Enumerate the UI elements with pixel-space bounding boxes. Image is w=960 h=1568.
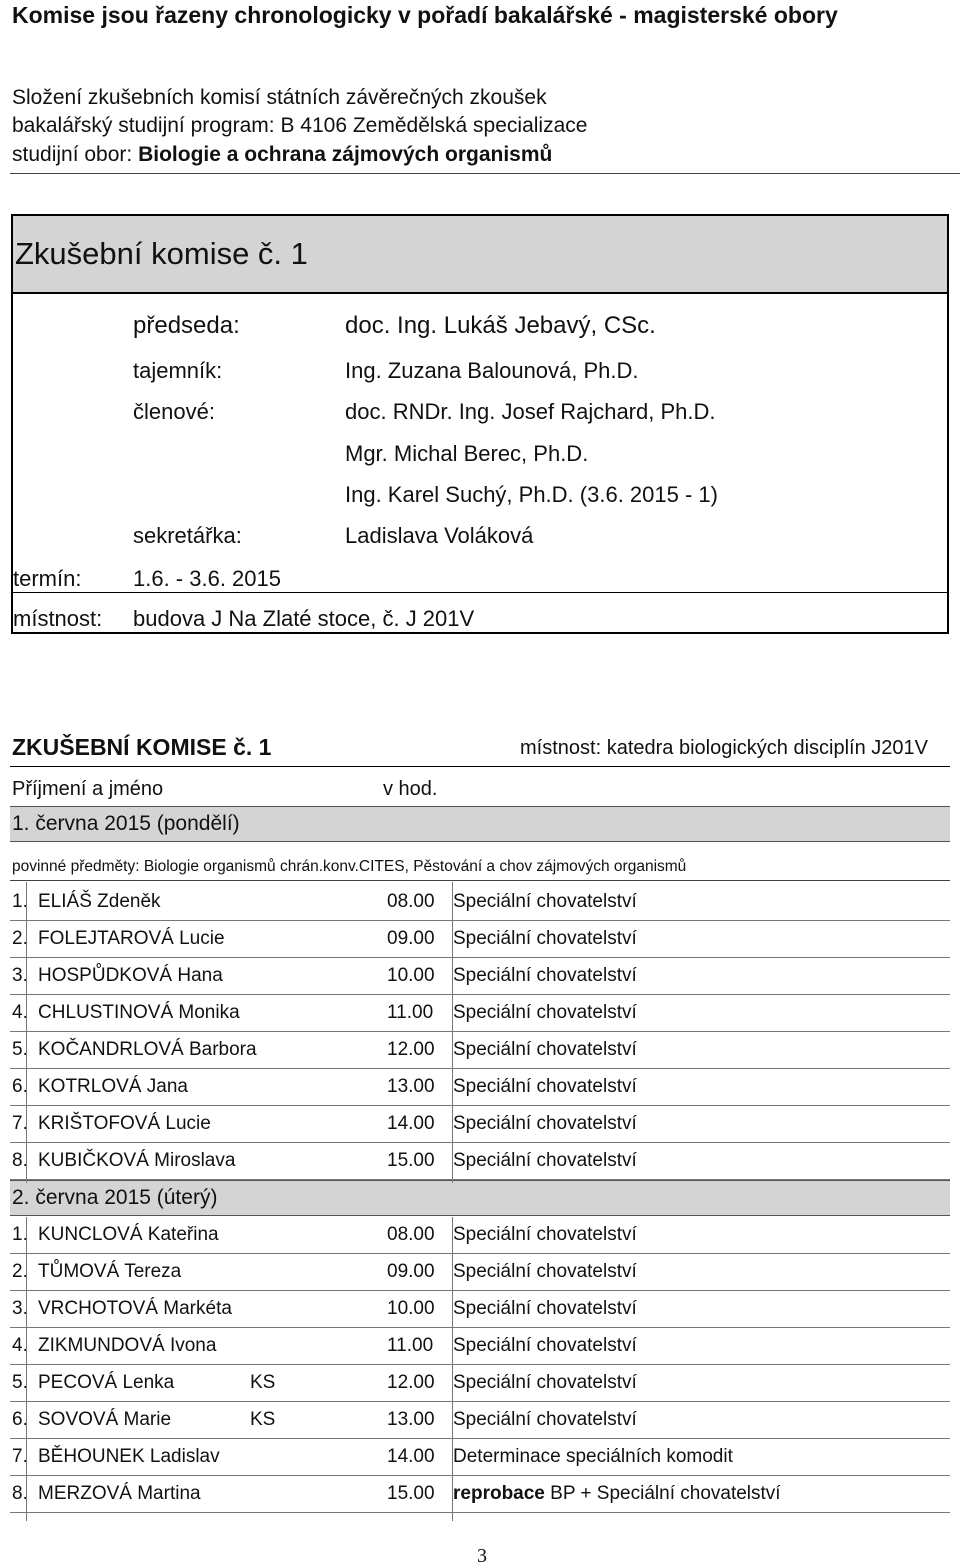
header-divider xyxy=(10,173,960,174)
exam-subject xyxy=(453,1150,637,1172)
secretary-name: Ing. Zuzana Balounová, Ph.D. xyxy=(345,358,639,383)
student-name: ELIÁŠ Zdeněk xyxy=(38,891,161,912)
table-grid-line xyxy=(26,882,27,1183)
table-row xyxy=(10,995,950,1032)
student-name: HOSPŮDKOVÁ Hana xyxy=(38,965,223,986)
student-name: VRCHOTOVÁ Markéta xyxy=(38,1298,232,1319)
table-row xyxy=(10,1439,950,1476)
subject-text: Speciální chovatelství xyxy=(453,1150,637,1171)
subject-text: Speciální chovatelství xyxy=(453,1372,637,1393)
document-title: Komise jsou řazeny chronologicky v pořadí bakalářské - magisterské obory xyxy=(12,2,838,28)
exam-subject xyxy=(453,1261,637,1283)
table-grid-line xyxy=(452,882,453,1183)
date-divider xyxy=(13,592,947,593)
subject-text: Speciální chovatelství xyxy=(453,1409,637,1430)
committee-heading-bar xyxy=(13,216,947,294)
table-row xyxy=(10,1476,950,1513)
student-name: KOTRLOVÁ Jana xyxy=(38,1076,188,1097)
subject-text: Speciální chovatelství xyxy=(453,1076,637,1097)
student-name: SOVOVÁ Marie xyxy=(38,1409,172,1430)
row-number: 1. xyxy=(12,891,28,912)
exam-subject xyxy=(453,1409,637,1431)
column-header-name: Příjmení a jméno xyxy=(12,778,164,800)
table-grid-line xyxy=(26,1217,27,1521)
table-row xyxy=(10,1032,950,1069)
exam-subject xyxy=(453,1002,637,1024)
table-row xyxy=(10,1328,950,1365)
student-note: KS xyxy=(250,1409,276,1430)
exam-time: 10.00 xyxy=(387,1298,435,1319)
exam-time: 11.00 xyxy=(387,1335,434,1356)
row-number: 5. xyxy=(12,1039,28,1060)
row-number: 2. xyxy=(12,928,28,949)
student-name: TŮMOVÁ Tereza xyxy=(38,1261,182,1282)
subjects-divider xyxy=(10,880,950,881)
student-name: MERZOVÁ Martina xyxy=(38,1483,201,1504)
table-row xyxy=(10,958,950,995)
member-name: doc. RNDr. Ing. Josef Rajchard, Ph.D. xyxy=(345,399,716,424)
day-row xyxy=(10,1180,950,1216)
row-number: 7. xyxy=(12,1446,28,1467)
members-label: členové: xyxy=(133,399,215,424)
clerk-label: sekretářka: xyxy=(133,523,242,548)
subject-text: Speciální chovatelství xyxy=(453,1335,637,1356)
exam-time: 08.00 xyxy=(387,1224,435,1245)
subject-text: Speciální chovatelství xyxy=(453,1261,637,1282)
exam-time: 13.00 xyxy=(387,1076,435,1097)
committee-box xyxy=(11,214,949,634)
exam-subject xyxy=(453,1335,637,1357)
student-name: FOLEJTAROVÁ Lucie xyxy=(38,928,225,949)
subject-text: Speciální chovatelství xyxy=(453,1113,637,1134)
exam-subject xyxy=(453,1113,637,1135)
student-note: KS xyxy=(250,1372,276,1393)
exam-time: 11.00 xyxy=(387,1002,434,1023)
schedule-room: místnost: katedra biologických disciplín J201V xyxy=(520,737,928,759)
subject-highlight: reprobace xyxy=(453,1483,545,1504)
student-name: CHLUSTINOVÁ Monika xyxy=(38,1002,240,1023)
clerk-name: Ladislava Voláková xyxy=(345,523,534,548)
committee-heading: Zkušební komise č. 1 xyxy=(15,236,308,271)
schedule-title: ZKUŠEBNÍ KOMISE č. 1 xyxy=(12,734,272,760)
date-value: 1.6. - 3.6. 2015 xyxy=(133,566,281,591)
student-name: PECOVÁ Lenka xyxy=(38,1372,175,1393)
subject-text: Speciální chovatelství xyxy=(453,1002,637,1023)
exam-subject xyxy=(453,1076,637,1098)
page-number: 3 xyxy=(477,1545,487,1567)
day-label: 1. června 2015 (pondělí) xyxy=(12,812,240,835)
table-row xyxy=(10,1143,950,1180)
exam-time: 09.00 xyxy=(387,928,435,949)
chair-name: doc. Ing. Lukáš Jebavý, CSc. xyxy=(345,312,656,339)
subject-text: Speciální chovatelství xyxy=(453,1298,637,1319)
row-number: 6. xyxy=(12,1076,28,1097)
subject-text: Speciální chovatelství xyxy=(453,928,637,949)
exam-subject xyxy=(453,1224,637,1246)
subject-text: Speciální chovatelství xyxy=(453,1039,637,1060)
header-line-2: bakalářský studijní program: B 4106 Zemědělská specializace xyxy=(12,114,588,137)
table-row xyxy=(10,1217,950,1254)
date-label: termín: xyxy=(13,566,82,591)
subject-text: BP + Speciální chovatelství xyxy=(544,1483,781,1504)
row-number: 2. xyxy=(12,1261,28,1282)
exam-time: 09.00 xyxy=(387,1261,435,1282)
day-label: 2. června 2015 (úterý) xyxy=(12,1186,218,1209)
exam-time: 10.00 xyxy=(387,965,435,986)
row-number: 3. xyxy=(12,1298,28,1319)
exam-subject xyxy=(453,1039,637,1061)
subject-text: Speciální chovatelství xyxy=(453,891,637,912)
table-row xyxy=(10,1069,950,1106)
day-row xyxy=(10,806,950,842)
table-row xyxy=(10,1254,950,1291)
exam-time: 12.00 xyxy=(387,1372,435,1393)
exam-subject xyxy=(453,891,637,913)
column-header-time: v hod. xyxy=(383,778,438,800)
table-row xyxy=(10,1365,950,1402)
student-name: BĚHOUNEK Ladislav xyxy=(38,1446,220,1467)
table-grid-line xyxy=(452,1217,453,1521)
header-line-3 xyxy=(12,143,552,167)
row-number: 4. xyxy=(12,1335,28,1356)
exam-subject xyxy=(453,1298,637,1320)
student-name: ZIKMUNDOVÁ Ivona xyxy=(38,1335,217,1356)
table-row xyxy=(10,884,950,921)
exam-time: 14.00 xyxy=(387,1113,435,1134)
study-field-name: Biologie a ochrana zájmových organismů xyxy=(138,143,553,166)
member-name: Ing. Karel Suchý, Ph.D. (3.6. 2015 - 1) xyxy=(345,482,718,507)
student-name: KUBIČKOVÁ Miroslava xyxy=(38,1150,236,1171)
row-number: 8. xyxy=(12,1150,28,1171)
member-name: Mgr. Michal Berec, Ph.D. xyxy=(345,441,589,466)
row-number: 6. xyxy=(12,1409,28,1430)
study-field-label: studijní obor: xyxy=(12,143,139,166)
row-number: 7. xyxy=(12,1113,28,1134)
row-number: 4. xyxy=(12,1002,28,1023)
row-number: 5. xyxy=(12,1372,28,1393)
subject-text: Speciální chovatelství xyxy=(453,965,637,986)
subjects-line: povinné předměty: Biologie organismů chrán.konv.CITES, Pěstování a chov zájmových organismů xyxy=(12,858,687,875)
room-label: místnost: xyxy=(13,606,103,631)
subject-text: Speciální chovatelství xyxy=(453,1224,637,1245)
table-row xyxy=(10,1106,950,1143)
exam-subject xyxy=(453,928,637,950)
schedule-divider xyxy=(10,766,950,767)
exam-time: 08.00 xyxy=(387,891,435,912)
row-number: 8. xyxy=(12,1483,28,1504)
exam-subject xyxy=(453,965,637,987)
student-name: KUNCLOVÁ Kateřina xyxy=(38,1224,219,1245)
row-number: 1. xyxy=(12,1224,28,1245)
exam-time: 15.00 xyxy=(387,1150,435,1171)
subject-text: Determinace speciálních komodit xyxy=(453,1446,733,1467)
student-name: KRIŠTOFOVÁ Lucie xyxy=(38,1113,211,1134)
exam-time: 13.00 xyxy=(387,1409,435,1430)
exam-time: 15.00 xyxy=(387,1483,435,1504)
table-row xyxy=(10,1291,950,1328)
table-row xyxy=(10,1402,950,1439)
exam-subject xyxy=(453,1372,637,1394)
chair-label: předseda: xyxy=(133,312,240,339)
secretary-label: tajemník: xyxy=(133,358,223,383)
header-line-1: Složení zkušebních komisí státních závěrečných zkoušek xyxy=(12,86,547,109)
room-value: budova J Na Zlaté stoce, č. J 201V xyxy=(133,606,475,631)
table-row xyxy=(10,921,950,958)
exam-time: 12.00 xyxy=(387,1039,435,1060)
student-name: KOČANDRLOVÁ Barbora xyxy=(38,1039,257,1060)
exam-subject xyxy=(453,1446,733,1468)
exam-subject xyxy=(453,1483,781,1505)
exam-time: 14.00 xyxy=(387,1446,435,1467)
row-number: 3. xyxy=(12,965,28,986)
